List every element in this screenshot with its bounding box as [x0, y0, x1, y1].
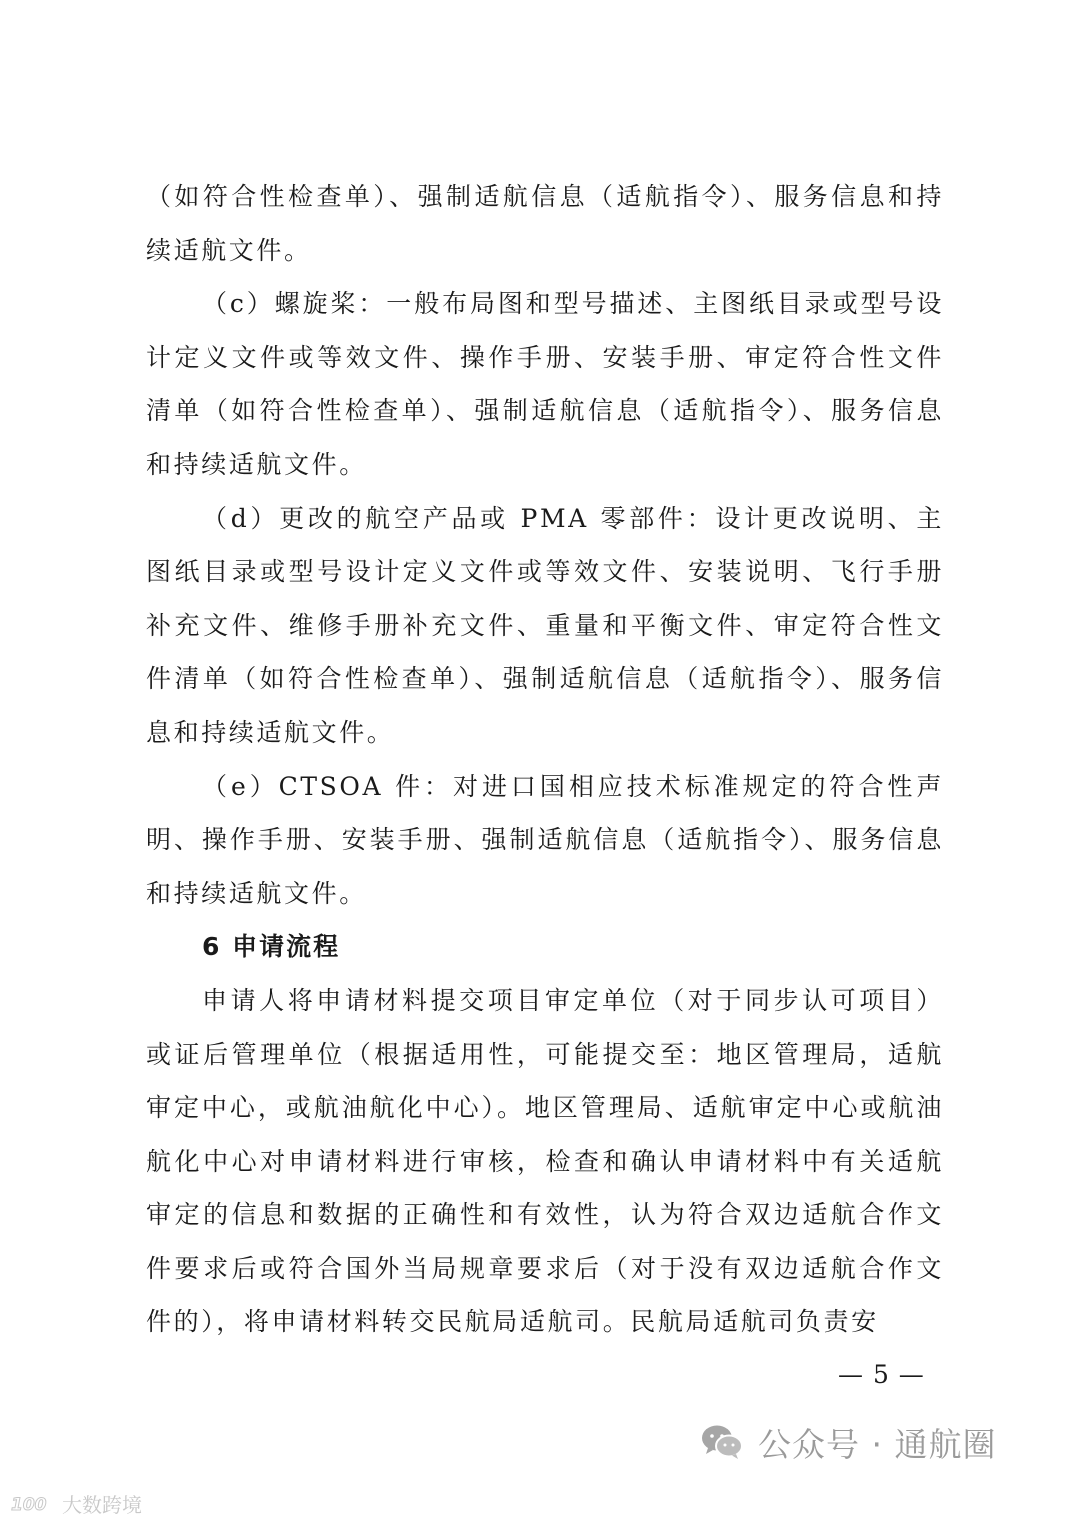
paragraph-ctsoa: （e）CTSOA 件：对进口国相应技术标准规定的符合性声明、操作手册、安装手册、强制适航信息（适航指令）、服务信息和持续适航文件。 — [146, 771, 944, 908]
paragraph-modified-product: （d）更改的航空产品或 PMA 零部件：设计更改说明、主图纸目录或型号设计定义文件或等效文件、安装说明、飞行手册补充文件、维修手册补充文件、重量和平衡文件、审定符合性文件清单（如符合性检查单）、强制适航信息（适航指令）、服务信息和持续适航文件。 — [146, 503, 944, 747]
section-heading-application-process: 6 申请流程 — [202, 932, 341, 962]
page-number: — 5 — — [838, 1360, 925, 1389]
paragraph-continuation: （如符合性检查单）、强制适航信息（适航指令）、服务信息和持续适航文件。 — [146, 182, 944, 265]
corner-watermark-text: 大数跨境 — [62, 1492, 142, 1517]
corner-watermark — [10, 1490, 142, 1516]
paragraph-propeller: （c）螺旋桨：一般布局图和型号描述、主图纸目录或型号设计定义文件或等效文件、操作手册、安装手册、审定符合性文件清单（如符合性检查单）、强制适航信息（适航指令）、服务信息和持续适航文件。 — [146, 289, 944, 479]
wechat-watermark — [700, 1420, 996, 1464]
svg-text:100: 100 — [11, 1495, 47, 1515]
wechat-watermark-text: 公众号 · 通航圈 — [758, 1424, 997, 1464]
document-body — [146, 170, 944, 1349]
brand-logo-icon — [10, 1491, 58, 1515]
wechat-icon — [700, 1423, 744, 1461]
paragraph-application-process: 申请人将申请材料提交项目审定单位（对于同步认可项目）或证后管理单位（根据适用性，可能提交至：地区管理局，适航审定中心，或航油航化中心）。地区管理局、适航审定中心或航油航化中心对申请材料进行审核，检查和确认申请材料中有关适航审定的信息和数据的正确性和有效性，认为符合双边适航合作文件要求后或符合国外当局规章要求后（对于没有双边适航合作文件的），将申请材料转交民航局适航司。民航局适航司负责安 — [146, 985, 944, 1337]
